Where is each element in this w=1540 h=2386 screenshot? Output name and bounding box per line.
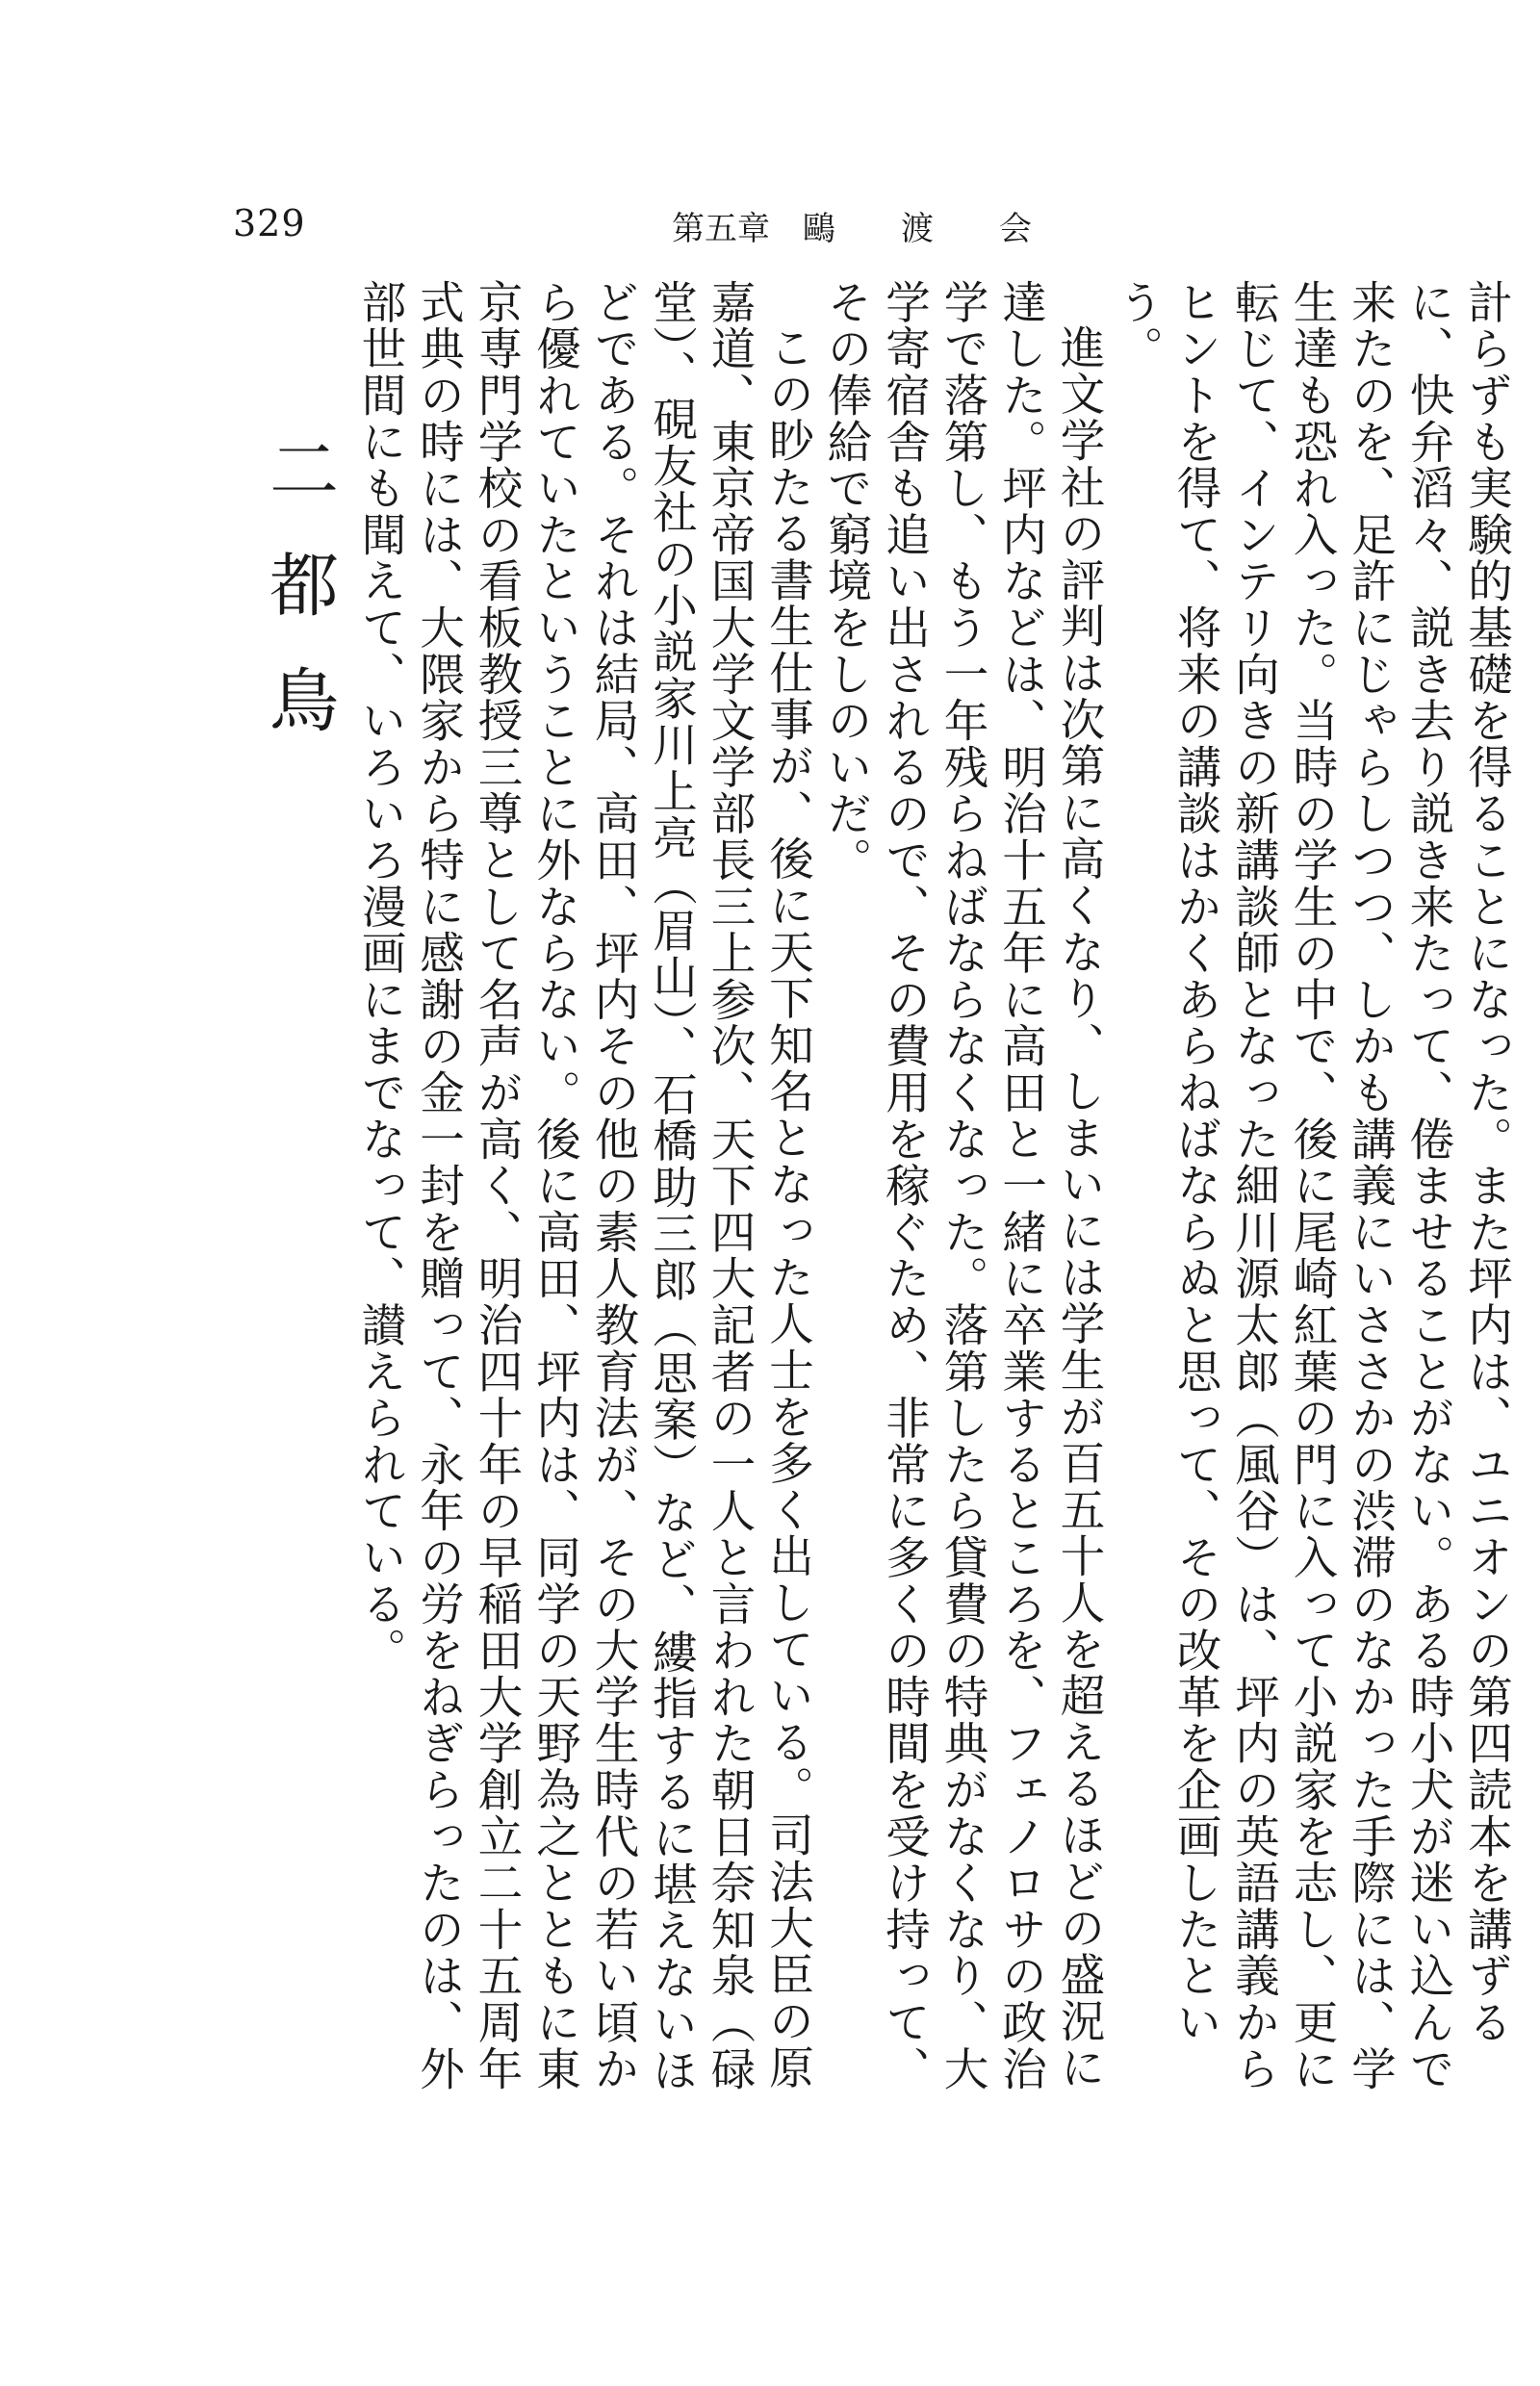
page-number: 329	[233, 202, 306, 244]
body-text	[354, 279, 1516, 2108]
paragraph: この眇たる書生仕事が、後に天下知名となった人士を多く出している。司法大臣の原嘉道、東京帝国大学文学部長三上参次、天下四大記者の一人と言われた朝日奈知泉（碌堂）、硯友社の小説家川上亮（眉山）、石橋助三郎（思案）など、縷指するに堪えないほどである。それは結局、高田、坪内その他の素人教育法が、その大学生時代の若い頃から優れていたということに外ならない。後に高田、坪内は、同学の天野為之とともに東京専門学校の看板教授三尊として名声が高く、明治四十年の早稲田大学創立二十五周年式典の時には、大隈家から特に感謝の金一封を贈って、永年の労をねぎらったのは、外部世間にも聞えて、いろいろ漫画にまでなって、讃えられている。	[354, 279, 814, 2094]
running-head: 第五章 鷗 渡 会	[672, 210, 1032, 248]
paragraph-continuation: 計らずも実験的基礎を得ることになった。また坪内は、ユニオンの第四読本を講ずるに、快弁滔々、説き去り説き来たって、倦ませることがない。ある時小犬が迷い込んで来たのを、足許にじゃらしつつ、しかも講義にいささかの渋滞のなかった手際には、学生達も恐れ入った。当時の学生の中で、後に尾崎紅葉の門に入って小説家を志し、更に転じて、インテリ向きの新講談師となった細川源太郎（風谷）は、坪内の英語講義からヒントを得て、将来の講談はかくあらねばならぬと思って、その改革を企画したという。	[1112, 279, 1513, 2092]
section-title: 二都鳥	[258, 433, 339, 780]
paragraph: 進文学社の評判は次第に高くなり、しまいには学生が百五十人を超えるほどの盛況に達した。坪内などは、明治十五年に高田と一緒に卒業するところを、フェノロサの政治学で落第し、もう一年残らねばならなくなった。落第したら貸費の特典がなくなり、大学寄宿舎も追い出されるので、その費用を稼ぐため、非常に多くの時間を受け持って、その俸給で窮境をしのいだ。	[820, 279, 1106, 2092]
